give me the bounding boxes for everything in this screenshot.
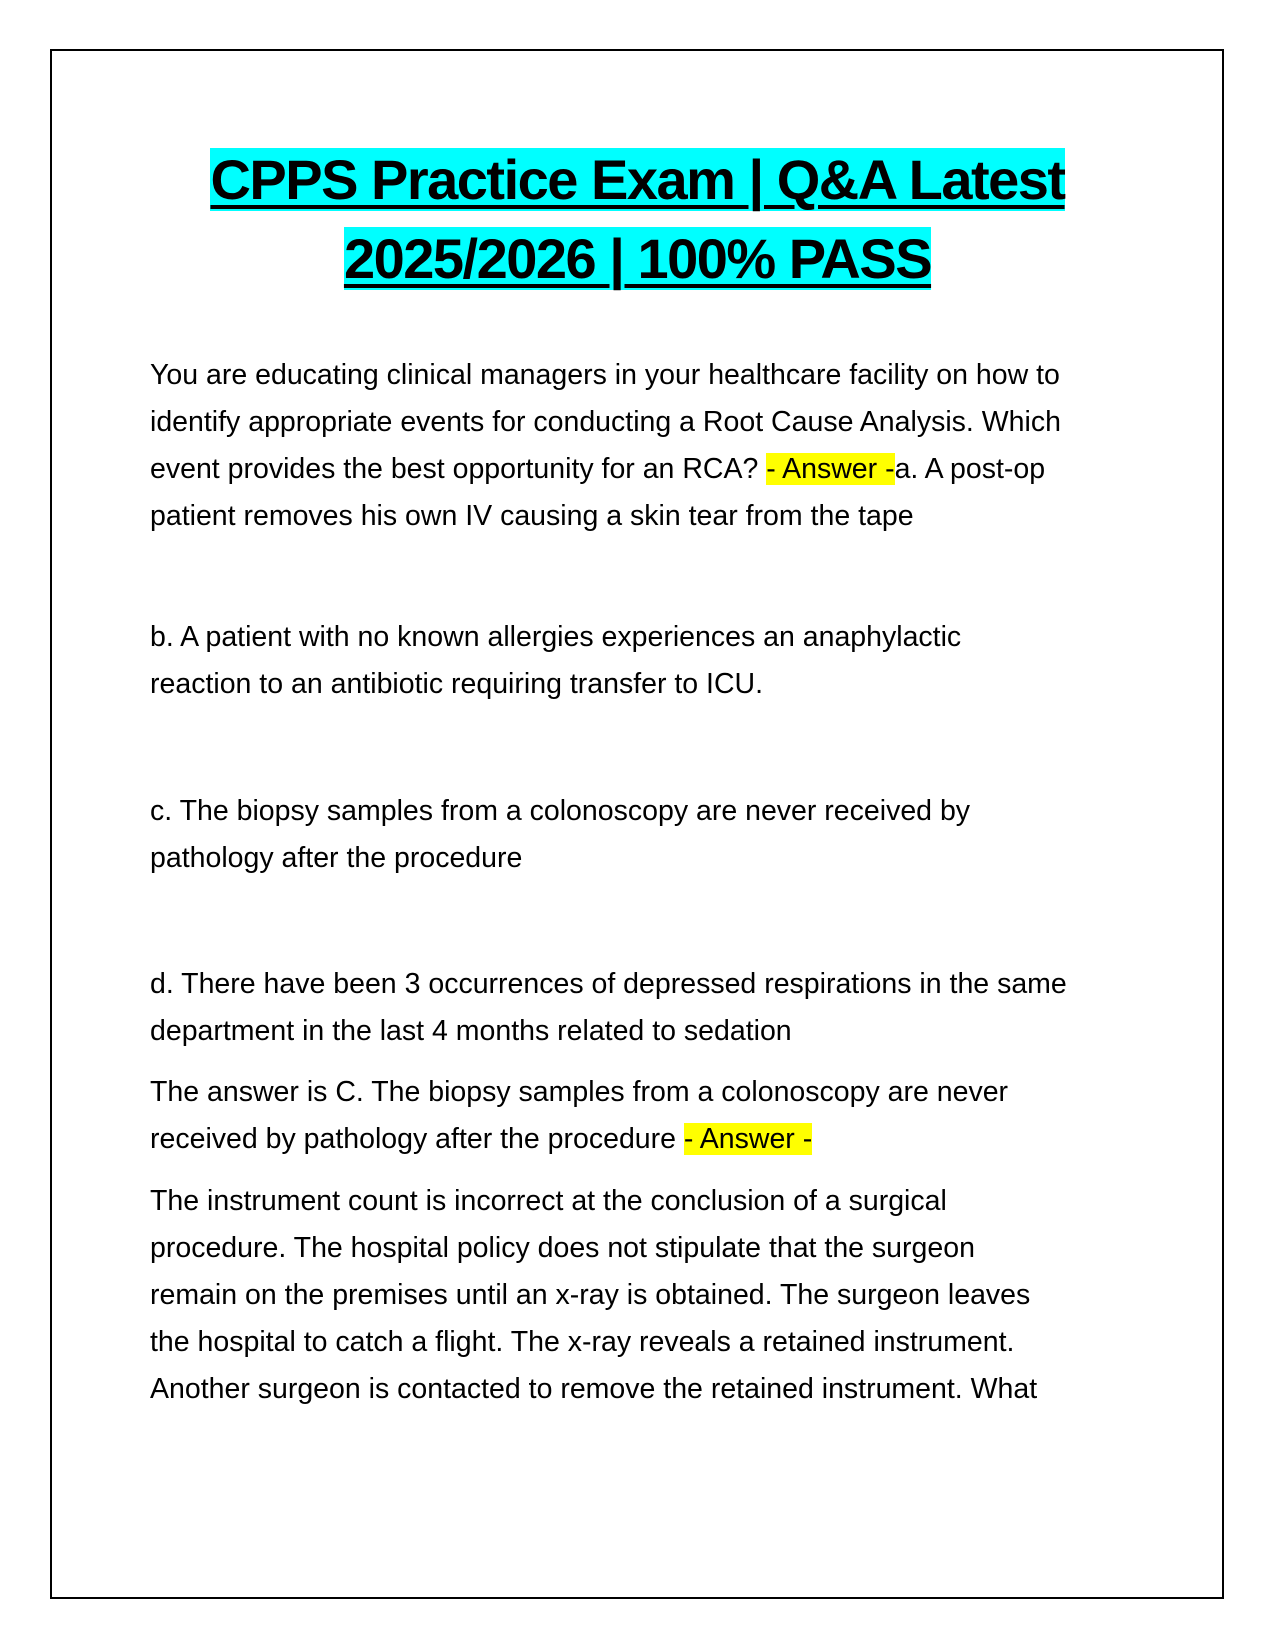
question-1-line: You are educating clinical managers in your healthcare facility on how to — [150, 359, 1060, 391]
option-a-text: a. A post-op — [894, 453, 1046, 485]
option-b — [150, 614, 1140, 708]
option-d-line: d. There have been 3 occurrences of depressed respirations in the same — [150, 968, 1067, 1000]
question-1-answer-line — [150, 446, 1140, 493]
title-line-1: CPPS Practice Exam | Q&A Latest — [210, 148, 1065, 211]
document-title — [60, 140, 1215, 298]
answer-marker: - Answer - — [683, 1123, 813, 1155]
option-c-line: pathology after the procedure — [150, 842, 523, 874]
answer-explanation-text: received by pathology after the procedure — [150, 1123, 684, 1155]
question-2-line: the hospital to catch a flight. The x-ray reveals a retained instrument. — [150, 1326, 1015, 1358]
question-2-line: Another surgeon is contacted to remove the retained instrument. What — [150, 1373, 1038, 1405]
option-a-line: patient removes his own IV causing a skin tear from the tape — [150, 500, 914, 532]
answer-explanation-line — [150, 1116, 1140, 1163]
option-b-line: reaction to an antibiotic requiring transfer to ICU. — [150, 668, 764, 700]
answer-marker: - Answer - — [766, 453, 895, 485]
title-line-2: 2025/2026 | 100% PASS — [343, 227, 932, 290]
question-2 — [150, 1178, 1140, 1413]
option-b-line: b. A patient with no known allergies experiences an anaphylactic — [150, 621, 962, 653]
option-d — [150, 961, 1140, 1055]
option-c — [150, 788, 1140, 882]
option-d-line: department in the last 4 months related to sedation — [150, 1015, 792, 1047]
option-c-line: c. The biopsy samples from a colonoscopy are never received by — [150, 795, 971, 827]
question-2-line: procedure. The hospital policy does not stipulate that the surgeon — [150, 1232, 975, 1264]
answer-explanation — [150, 1069, 1140, 1163]
answer-explanation-line: The answer is C. The biopsy samples from a colonoscopy are never — [150, 1076, 1009, 1108]
question-1-line: identify appropriate events for conducting a Root Cause Analysis. Which — [150, 406, 1061, 438]
question-2-line: remain on the premises until an x-ray is obtained. The surgeon leaves — [150, 1279, 1031, 1311]
question-1-text: event provides the best opportunity for an RCA? — [150, 453, 767, 485]
question-1 — [150, 352, 1140, 540]
question-2-line: The instrument count is incorrect at the conclusion of a surgical — [150, 1185, 947, 1217]
